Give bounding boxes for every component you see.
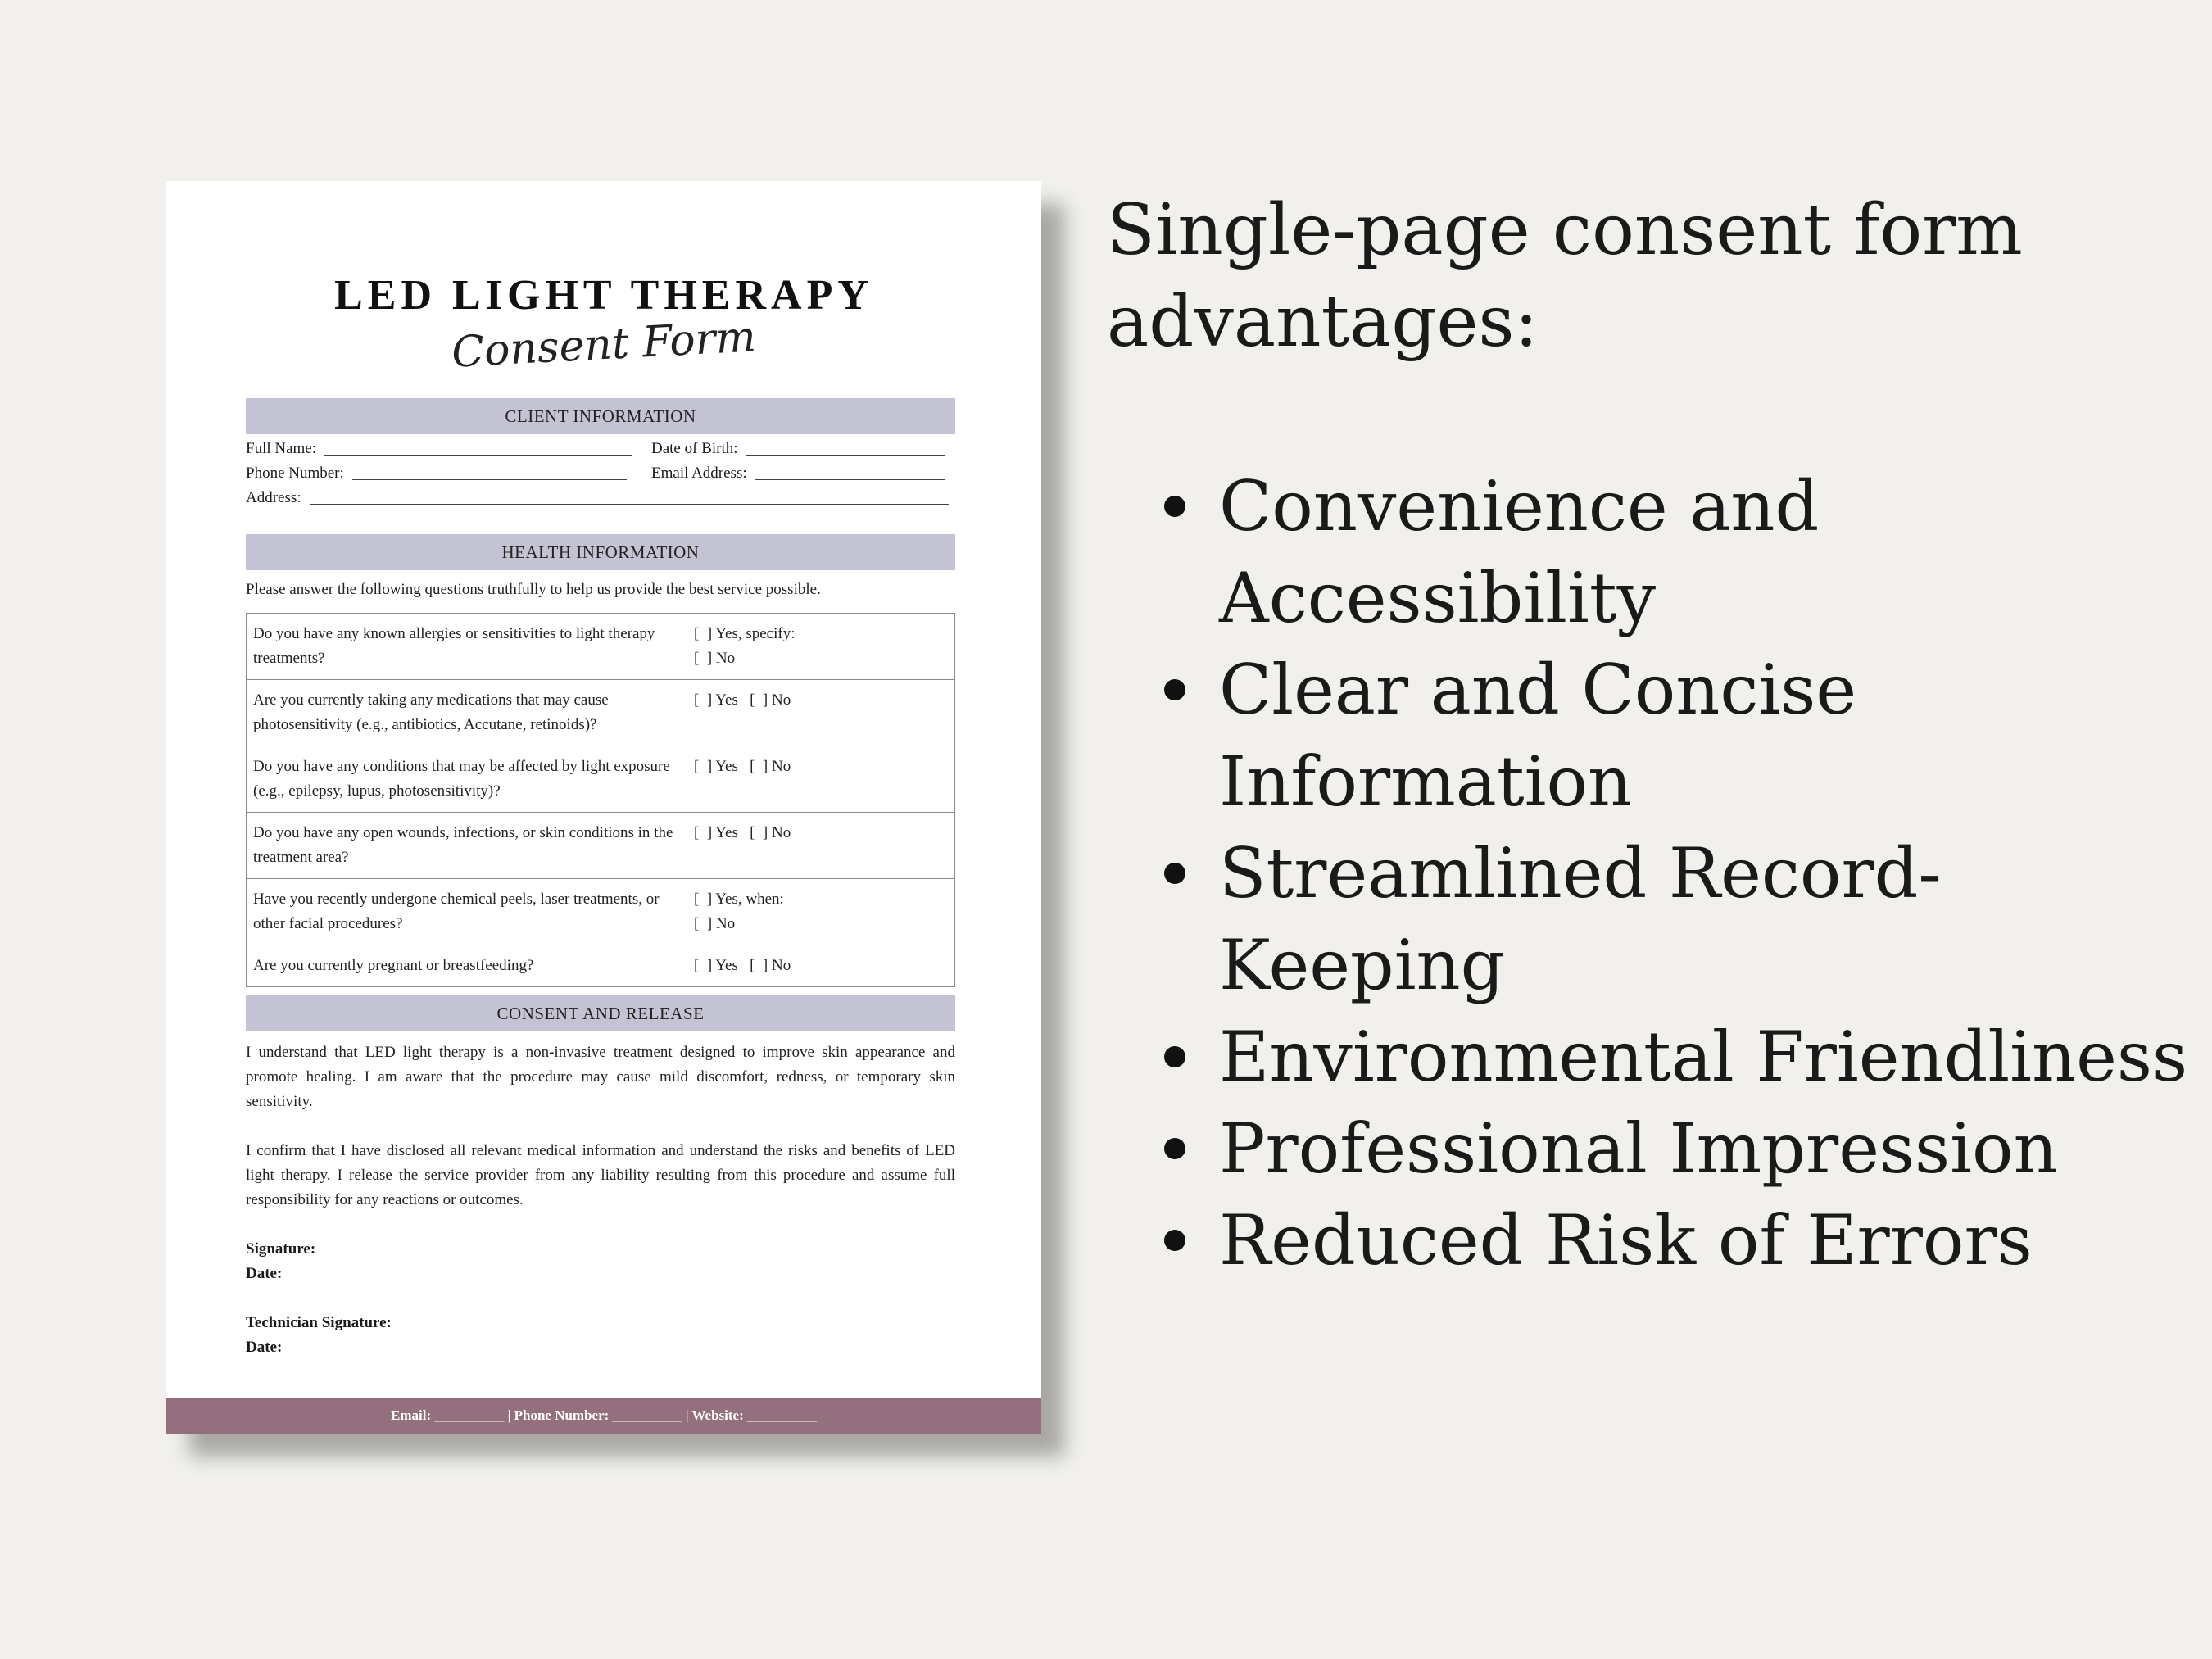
bullet-icon xyxy=(1164,1230,1185,1251)
date-label: Date: xyxy=(246,1265,283,1282)
consent-paragraph-2: I confirm that I have disclosed all relevant medical information and understand the risks and benefits of LED light therapy. I release the service provider from any liability resulting from this procedure and assume full responsibility for any reactions or outcomes. xyxy=(246,1142,955,1208)
email-line xyxy=(755,478,945,480)
question-cell: Do you have any open wounds, infections, or skin conditions in the treatment area? xyxy=(247,813,687,879)
health-questions-table xyxy=(246,613,955,987)
bullet-icon xyxy=(1164,496,1185,517)
consent-release-header: CONSENT AND RELEASE xyxy=(246,995,955,1031)
address-line xyxy=(310,503,949,505)
form-footer: Email: __________ | Phone Number: __________ | Website: __________ xyxy=(166,1398,1041,1434)
question-cell: Are you currently pregnant or breastfeeding? xyxy=(247,945,687,987)
table-row xyxy=(247,879,955,945)
email-field xyxy=(651,465,945,483)
answer-cell: [ ] Yes [ ] No xyxy=(687,813,955,879)
table-row xyxy=(247,614,955,680)
phone-field xyxy=(246,465,627,483)
list-item: Environmental Friendliness xyxy=(1164,1011,2196,1103)
list-item: Convenience and Accessibility xyxy=(1164,460,2196,644)
answer-cell: [ ] Yes [ ] No xyxy=(687,945,955,987)
dob-label: Date of Birth: xyxy=(651,440,738,457)
answer-cell: [ ] Yes [ ] No xyxy=(687,680,955,746)
email-label: Email Address: xyxy=(651,465,747,482)
bullet-icon xyxy=(1164,679,1185,700)
full-name-line xyxy=(324,454,632,456)
dob-field xyxy=(651,440,945,458)
client-information-header: CLIENT INFORMATION xyxy=(246,398,955,434)
health-information-header: HEALTH INFORMATION xyxy=(246,534,955,570)
question-cell: Do you have any conditions that may be affected by light exposure (e.g., epilepsy, lupus, photosensitivity)? xyxy=(247,746,687,813)
question-cell: Do you have any known allergies or sensitivities to light therapy treatments? xyxy=(247,614,687,680)
dob-line xyxy=(746,454,945,456)
headline: Single-page consent form advantages: xyxy=(1107,189,2023,363)
table-row xyxy=(247,813,955,879)
form-subtitle: Consent Form xyxy=(450,312,758,378)
full-name-label: Full Name: xyxy=(246,440,317,457)
address-label: Address: xyxy=(246,489,301,506)
form-title: LED LIGHT THERAPY xyxy=(334,272,873,319)
phone-label: Phone Number: xyxy=(246,465,344,482)
list-item: Professional Impression xyxy=(1164,1103,2196,1194)
consent-form-sheet xyxy=(166,181,1041,1434)
answer-cell: [ ] Yes, when: [ ] No xyxy=(687,879,955,945)
table-row xyxy=(247,945,955,987)
address-field xyxy=(246,489,949,507)
full-name-field xyxy=(246,440,632,458)
bullet-icon xyxy=(1164,863,1185,884)
health-intro-text: Please answer the following questions truthfully to help us provide the best service possible. xyxy=(246,581,821,598)
consent-paragraph-1: I understand that LED light therapy is a non-invasive treatment designed to improve skin appearance and promote healing. I am aware that the procedure may cause mild discomfort, redness, or temporary skin sensitivity. xyxy=(246,1044,955,1110)
phone-line xyxy=(352,478,627,480)
question-cell: Are you currently taking any medications that may cause photosensitivity (e.g., antibiotics, Accutane, retinoids)? xyxy=(247,680,687,746)
list-item: Reduced Risk of Errors xyxy=(1164,1194,2196,1286)
signature-label: Signature: xyxy=(246,1240,316,1258)
bullet-icon xyxy=(1164,1138,1185,1159)
answer-cell: [ ] Yes, specify: [ ] No xyxy=(687,614,955,680)
list-item: Streamlined Record-Keeping xyxy=(1164,827,2196,1011)
answer-cell: [ ] Yes [ ] No xyxy=(687,746,955,813)
list-item: Clear and Concise Information xyxy=(1164,644,2196,827)
advantages-list xyxy=(1164,460,2196,1286)
bullet-icon xyxy=(1164,1046,1185,1067)
table-row xyxy=(247,746,955,813)
question-cell: Have you recently undergone chemical peels, laser treatments, or other facial procedures? xyxy=(247,879,687,945)
technician-signature-label: Technician Signature: xyxy=(246,1314,392,1331)
table-row xyxy=(247,680,955,746)
technician-date-label: Date: xyxy=(246,1339,283,1356)
